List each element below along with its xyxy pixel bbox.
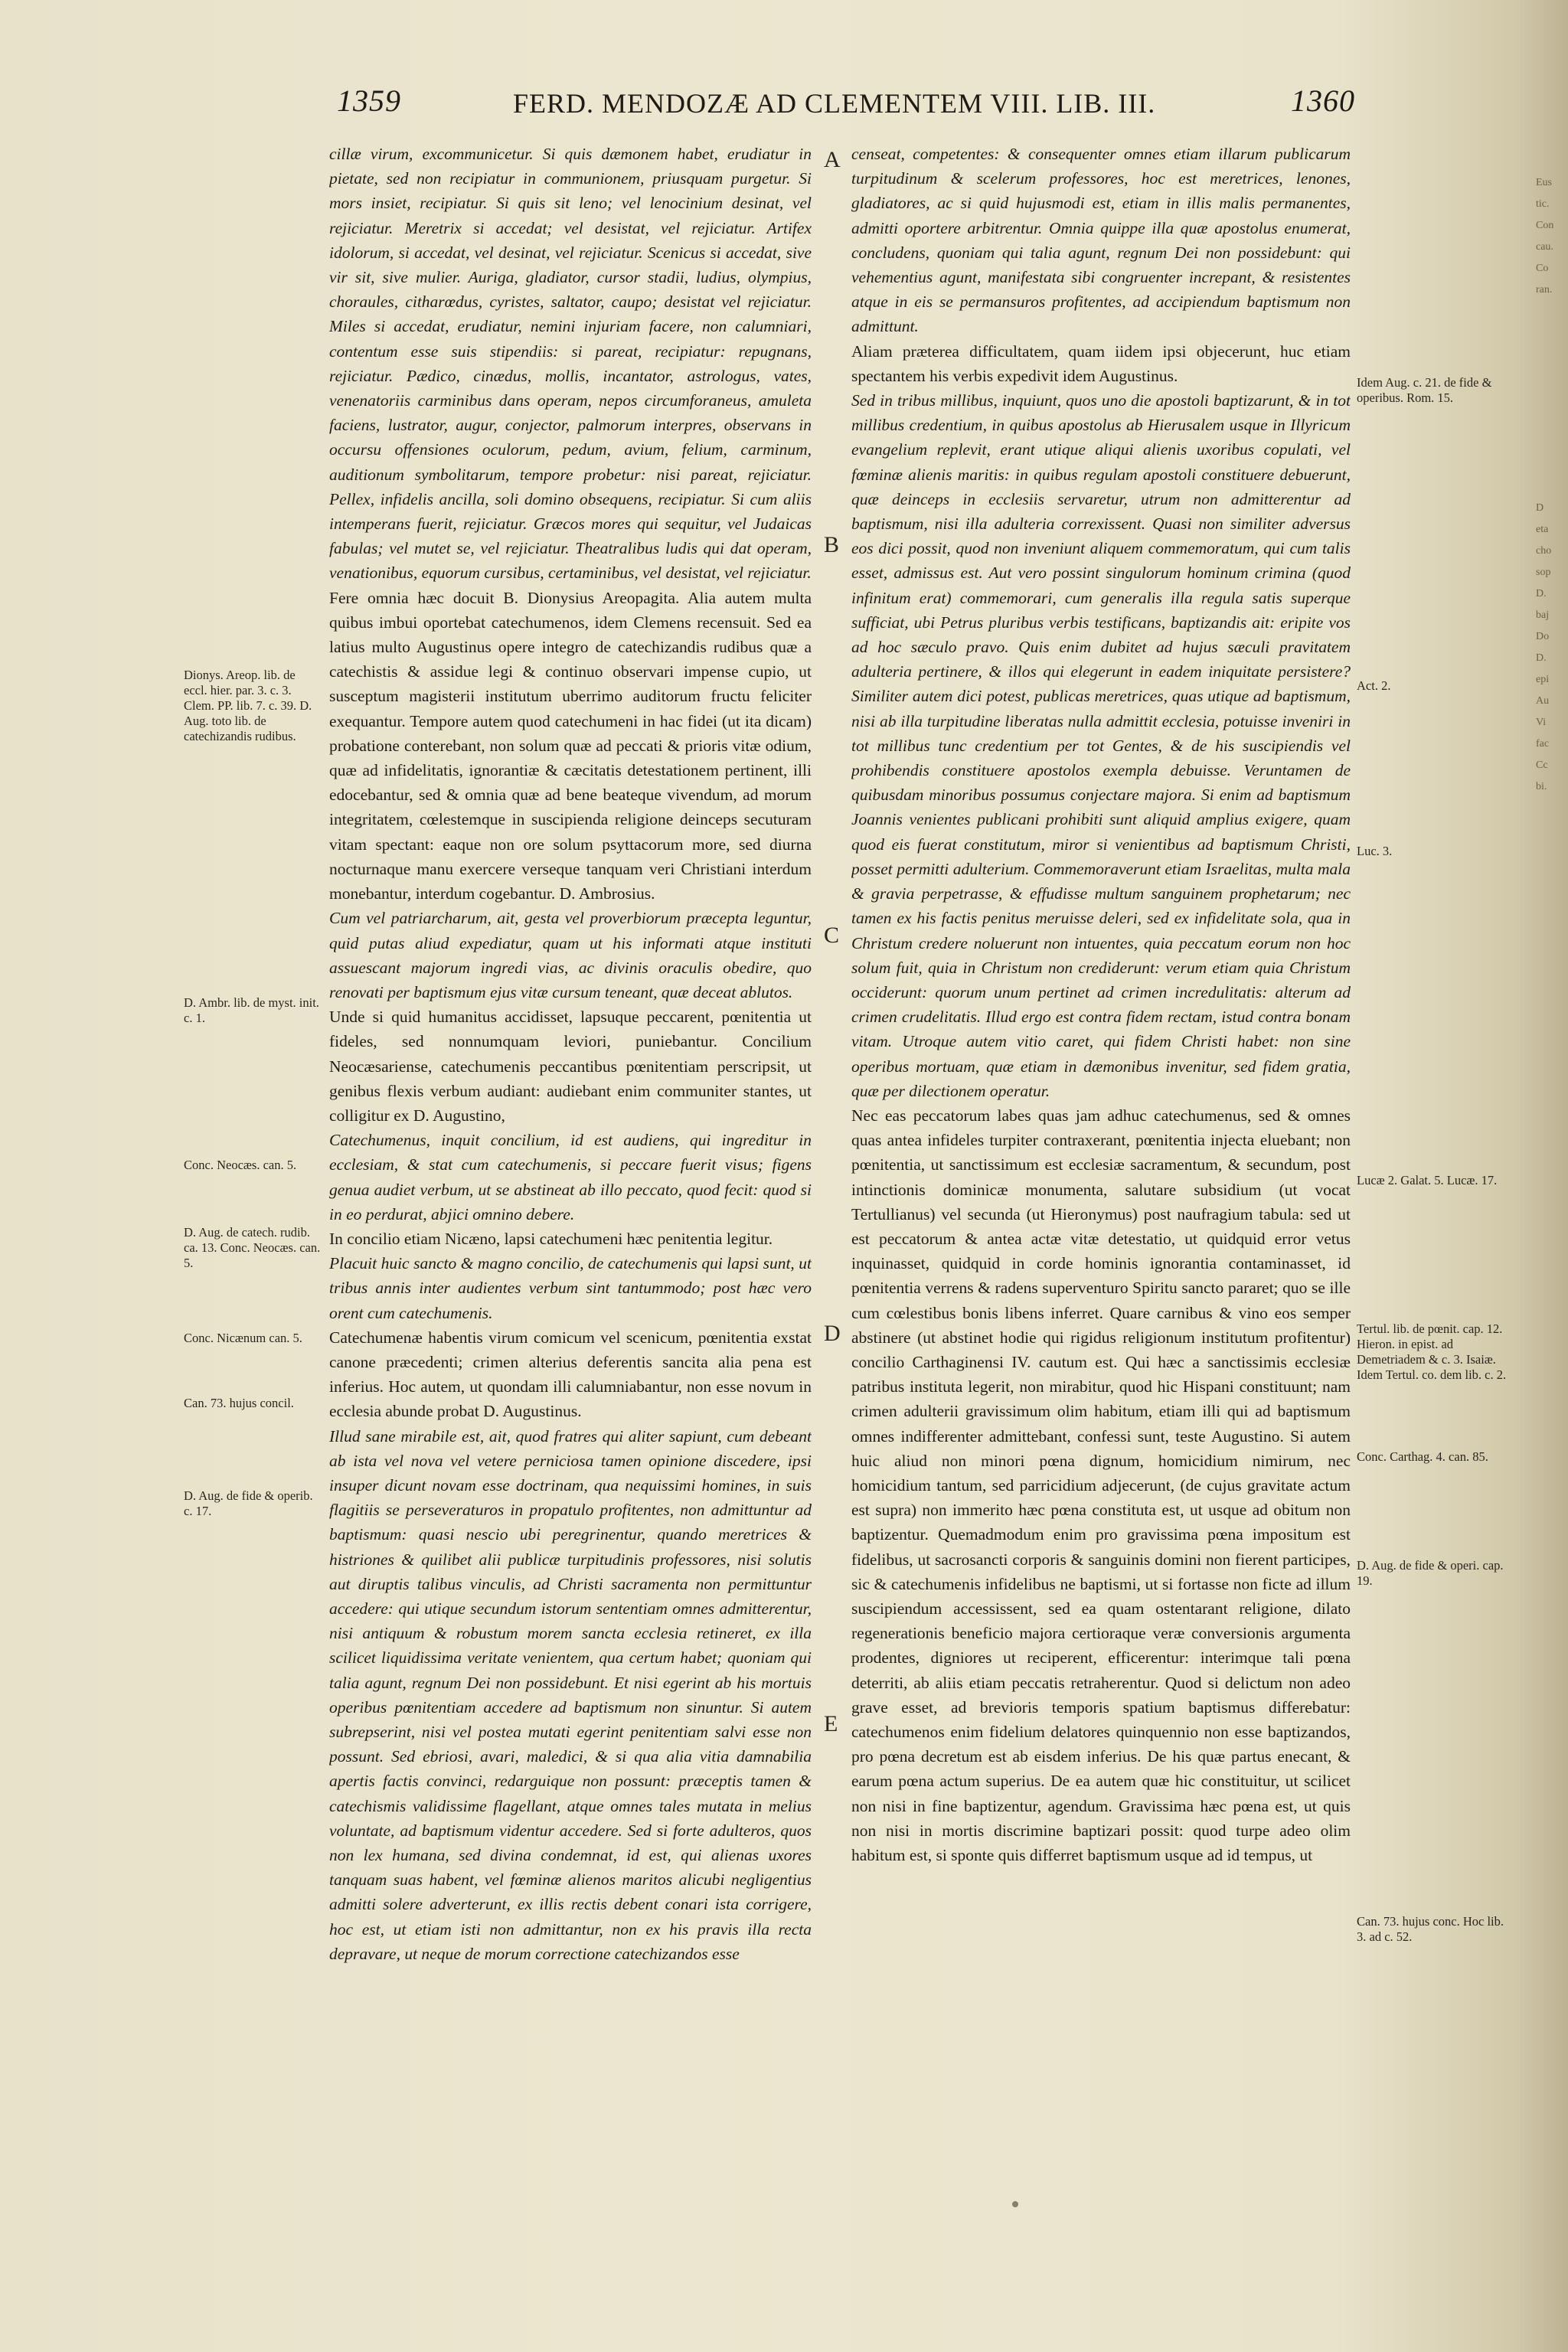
margin-note-left: Conc. Nicænum can. 5. xyxy=(184,1331,302,1345)
left-column xyxy=(329,142,812,2148)
page-number-right: 1360 xyxy=(1291,83,1355,118)
page-number-left: 1359 xyxy=(337,83,401,118)
margin-note-right: Conc. Carthag. 4. can. 85. xyxy=(1357,1449,1488,1464)
section-letter-c: C xyxy=(824,923,840,948)
right-para: Nec eas peccatorum labes quas jam adhuc catechumenus, sed & omnes quas antea infideles turpiter contraxerant, pœnitentia injecta eluebant; non pœnitentia, ut sanctissimum est ecclesiæ sacramentum, & secundum, post intinctionis dominicæ monumenta, salutare subsidium (ut vocat Tertullianus) vel secunda (ut Hieronymus) post naufragium tabula: sed ut est peccatorum & antea actæ vitæ detestatio, ut quidquid error vetus inquinasset, quidquid in corde hominis ignorantia contaminasset, id pœnitentia verrens & radens superventuro Spiritu sancto pararet; quo se ille cum cœlestibus bonis libens inferret. Quare carnibus & vino eos semper abstinere (ut abstinet hodie qui rigidus religionum institutum profitentur) concilio Carthaginensi IV. cautum est. Qui hæc a sanctissimis ecclesiæ patribus instituta legerit, non mirabitur, quod hic Hispani constituunt; nam crimen adulterii gravissimum olim habitum, etiam illi qui ad baptismum omnes indifferenter admittebant, confessi sunt, teste Augustino. Si autem huic aliud non minori pœna dignum, homicidium nimirum, nec homicidium tantum, sed parricidium adjecerunt, (de cujus gravitate actum est supra) non immerito hæc pœna constituta est, ut usque ad obitum non baptizentur. Quemadmodum enim pro gravissima pœna impositum est fidelibus, ut sacrosancti corporis & sanguinis domini non fierent participes, sic & catechumenis infidelibus ne baptismi, ut si fortasse non ficte ad illum suscipiendum accessissent, sed ea quam ostentarant religione, dilato regenerationis beneficio majora certioraque veræ conversionis argumenta prodentes, digniores ut reciperent, efficerentur: interimque tali pœna deterriti, ab aliis etiam peccatis retraherentur. Quod si delictum non adeo grave esset, ad brevioris temporis spatium baptismus differebatur: catechumenos enim fidelium delatores quinquennio non esse baptizandos, pro pœna decretum est ab eisdem inferius. De his quæ partus enecant, & earum pœna actum superius. De ea autem quæ hic constituitur, ut scilicet non nisi in fine baptizentur, agendum. Gravissima hæc pœna est, ut quis non nisi in mortis discrimine baptizari possit: quod turpe adeo olim habitum est, si sponte quis differret baptismum usque ad id tempus, ut xyxy=(851,1106,1351,1865)
left-para: Illud sane mirabile est, ait, quod fratres qui aliter sapiunt, cum debeant ab ista vel nova vel vetere perniciosa tamen opinione discedere, ipsi insuper dicunt novam esse doctrinam, qua nequissimi homines, in suis flagitiis se perseveraturos in propatulo profitentes, non admittuntur ad baptismum: quasi nescio ubi peregrinentur, quando meretrices & histriones & quilibet alii publicæ turpitudinis professores, nisi solutis aut diruptis talibus vinculis, ad Christi sacramenta non permittuntur accedere: qui utique secundum istorum sententiam omnes admitterentur, nisi antiquum & robustum morem sancta ecclesia retineret, ex illa scilicet liquidissima veritate venientem, qua certum habet; quoniam qui talia agunt, regnum Dei non possidebunt. Et nisi egerint ab his mortuis operibus pœnitentiam accedere ad baptismum non sinuntur. Si autem subrepserint, nisi vel postea mutati egerint penitentiam salvi esse non possunt. Sed ebriosi, avari, maledici, & si qua alia vitia damnabilia apertis factis convinci, redarguique non possunt: præceptis tamen & catechismis validissime flagellant, atque omnes tales mutata in melius voluntate, ad baptismum videntur accedere. Sed si forte adulteros, quos non lex humana, sed divina condemnat, id est, qui alienas uxores tanquam suas habent, vel fœminæ alienos maritos alicubi negligentius admitti solere adverterunt, ex illis rectis debent conari ista corrigere, hoc est, ut etiam isti non admittantur, non ex his pravis illa recta depravare, ut neque de morum correctione catechizandos esse xyxy=(329,1426,812,1963)
right-column xyxy=(851,142,1351,2148)
margin-note-right: Tertul. lib. de pœnit. cap. 12. Hieron. in epist. ad Demetriadem & c. 3. Isaiæ. Idem Tertul. co. dem lib. c. 2. xyxy=(1357,1321,1507,1382)
margin-note-left: Conc. Neocæs. can. 5. xyxy=(184,1158,297,1172)
left-para: Catechumenæ habentis virum comicum vel scenicum, pœnitentia exstat canone præcedenti; crimen alterius deferentis sancita alia pena est inferius. Hoc autem, ut quondam illi calumniabantur, non esse novum in ecclesia abunde probat D. Augustinus. xyxy=(329,1328,812,1421)
facing-page-fragments: Eus tic. Con cau. Co ran. xyxy=(1536,177,1554,296)
left-para: In concilio etiam Nicæno, lapsi catechumeni hæc penitentia legitur. xyxy=(329,1229,773,1248)
right-para: censeat, competentes: & consequenter omnes etiam illarum publicarum turpitudinum & scelerum professores, hoc est meretrices, lenones, gladiatores, ac si quid hujusmodi est, etiam in illis malis permanentes, admitti oportere arbitrentur. Omnia quippe illa quæ apostolus enumerat, concludens, quoniam qui talia agunt, regnum Dei non possidebunt: qui vehementius agunt, manifestata sibi congruenter increpant, & resistentes atque in eis se permansuros profitentes, ad accipiendum baptismum non admittunt. xyxy=(851,145,1351,336)
section-letter-e: E xyxy=(824,1711,838,1736)
right-para: Aliam præterea difficultatem, quam iidem ipsi objecerunt, huc etiam spectantem his verbis expedivit idem Augustinus. xyxy=(851,341,1351,385)
margin-note-right: Can. 73. hujus conc. Hoc lib. 3. ad c. 52. xyxy=(1357,1914,1504,1944)
margin-note-right: Idem Aug. c. 21. de fide & operibus. Rom. 15. xyxy=(1357,375,1492,405)
facing-page-fragments: D eta cho sop D. baj Do D. epi Au Vi fac Cc bi. xyxy=(1536,502,1552,792)
section-letter-b: B xyxy=(824,532,840,557)
facing-page-edge xyxy=(1520,0,1568,2352)
margin-note-right: Lucæ 2. Galat. 5. Lucæ. 17. xyxy=(1357,1173,1498,1187)
running-title: FERD. MENDOZÆ AD CLEMENTEM VIII. LIB. III. xyxy=(513,88,1156,119)
margin-note-left: D. Ambr. lib. de myst. init. c. 1. xyxy=(184,995,319,1025)
margin-note-left: Dionys. Areop. lib. de eccl. hier. par. 3. c. 3. Clem. PP. lib. 7. c. 39. D. Aug. toto lib. de catechizandis rudibus. xyxy=(184,668,312,743)
section-letter-d: D xyxy=(824,1321,841,1346)
margin-note-left: D. Aug. de catech. rudib. ca. 13. Conc. Neocæs. can. 5. xyxy=(184,1225,321,1270)
margin-note-right: Luc. 3. xyxy=(1357,844,1393,858)
right-para: Sed in tribus millibus, inquiunt, quos uno die apostoli baptizarunt, & in tot millibus credentium, in quibus apostolus ab Hierusalem usque in Illyricum evangelium replevit, erant utique aliqui alienis uxoribus copulati, vel fœminæ alienis maritis: in quibus regulam apostoli constituere debuerunt, quæ deinceps in ecclesiis servaretur, utrum non admitterentur ad baptismum, nisi illa adulteria correxissent. Quasi non similiter adversus eos dici possit, quod non inveniunt aliquem commemoratum, qui cum talis esset, admissus est. Aut vero possint singulorum hominum crimina (quod infinitum erat) commemorari, cum generalis illa regula satis superque sufficiat, ubi Petrus pluribus verbis testificans, baptizandis ait: eripite vos ad hoc sæculo pravo. Quis enim dubitet ad hujus sæculi pravitatem adulteria pertinere, & illos qui elegerunt in eadem iniquitate persistere? Similiter autem dici potest, publicas meretrices, quas utique ad baptismum, nisi ab illa turpitudine liberatas nulla admittit ecclesia, potuisse inveniri in tot millibus tunc credentium per tot Gentes, & de his suscipiendis vel prohibendis constituere apostolos exempla debuisse. Veruntamen de quibusdam minoribus possumus conjectare majora. Si enim ad baptismum Joannis venientes publicani prohibiti sunt aliquid amplius exigere, quam quod eis fuerat constitutum, miror si venientibus ad baptismum Christi, posset permitti adulterium. Commemoraverunt etiam Israelitas, multa mala & gravia perpetrasse, & effudisse multum sanguinem prophetarum; nec tamen ex his factis penitus meruisse deleri, sed ex infidelitate sola, qua in Christum credere noluerunt non intuentes, quia peccatum eorum non hoc solum fuit, quia in Christum non crediderunt: verum etiam quia Christum occiderunt: quorum unum pertinet ad crimen incredulitatis: alterum ad crimen crudelitatis. Illud ergo est contra fidem rectam, istud contra bonam vitam. Utroque autem vitio caret, qui fidem Christi habet: non sine operibus mortuam, quæ etiam in dæmonibus invenitur, sed fidem gratia, quæ per dilectionem operatur. xyxy=(851,391,1351,1100)
running-header xyxy=(337,83,1355,136)
left-para: Fere omnia hæc docuit B. Dionysius Areopagita. Alia autem multa quibus imbui oportebat catechumenos, idem Clemens recensuit. Sed ea latius multo Augustinus opere integro de catechizandis rudibus quæ a catechistis & assidue legi & continuo observari impense cupio, ut susceptum magisterii institutum uberrimo auditorum fructu feliciter exequantur. Tempore autem quod catechumeni in hac fidei (ut ita dicam) probatione conterebant, non solum quæ ad peccati & prioris vitæ odium, quæ ad infidelitatis, ignorantiæ & cæcitatis detestationem pertinent, illi edocebantur, sed & omnia quæ ad bene beateque vivendum, ad morum integritatem, cœlestemque in suscipienda religione deinceps secuturam vitam spectant: eaque non ore solum psyttacorum more, sed diurna nocturnaque manu exercere verseque tanquam veri Christiani interdum monebantur, interdum cogebantur. D. Ambrosius. xyxy=(329,588,812,903)
margin-note-right: D. Aug. de fide & operi. cap. 19. xyxy=(1357,1558,1504,1588)
margin-note-left: Can. 73. hujus concil. xyxy=(184,1396,294,1410)
left-para: Placuit huic sancto & magno concilio, de catechumenis qui lapsi sunt, ut tribus annis inter audientes verbum sint tantummodo; post hæc vero orent cum catechumenis. xyxy=(329,1254,812,1322)
section-letter-a: A xyxy=(824,147,841,172)
margin-note-right: Act. 2. xyxy=(1357,678,1391,693)
left-para: cillæ virum, excommunicetur. Si quis dæmonem habet, erudiatur in pietate, sed non recipiatur in communionem, priusquam purgetur. Si mors insiet, recipiatur. Si quis sit leno; vel lenocinium desinat, vel rejiciatur. Meretrix si accedat; vel desistat, vel rejiciatur. Artifex idolorum, si accedat, vel desinat, vel rejiciatur. Scenicus si accedat, sive vir sit, sive mulier. Auriga, gladiator, cursor stadii, ludius, olympius, choraules, citharœdus, cyristes, saltator, caupo; desistat vel rejiciatur. Miles si accedat, erudiatur, nemini injuriam facere, non calumniari, contentum esse suis stipendiis: si pareat, recipiatur: repugnans, rejiciatur. Pædico, cinædus, mollis, incantator, astrologus, vates, venenatoriis carminibus dans operam, nepos circumforaneus, amuleta faciens, lustrator, augur, conjector, palmorum interpres, observans in occursu offensiones oculorum, pedum, avium, felium, carminum, auditionum symbolitarum, tempore probetur: nisi pareat, rejiciatur. Pellex, infidelis ancilla, soli domino obsequens, recipiatur. Si cum aliis intemperans fuerit, rejiciatur. Græcos mores qui sequitur, vel Judaicas fabulas; vel mutet se, vel rejiciatur. Theatralibus ludis qui dat operam, venationibus, equorum cursibus, certaminibus, vel desistat, vel rejiciatur. xyxy=(329,145,812,583)
left-para: Catechumenus, inquit concilium, id est audiens, qui ingreditur in ecclesiam, & stat cum catechumenis, si peccare fuerit visus; figens genua audiet verbum, ut se abstineat ab illo peccato, quod fecit: quod si in eo perdurat, abjici omnino debere. xyxy=(329,1131,812,1223)
paper-speck xyxy=(1012,2201,1018,2207)
margin-note-left: D. Aug. de fide & operib. c. 17. xyxy=(184,1488,313,1518)
left-para: Cum vel patriarcharum, ait, gesta vel proverbiorum præcepta leguntur, quid putas aliud expediatur, quam ut his informati atque instituti assuescant majorum ingredi vias, ac divinis oraculis obedire, quo renovati per baptismum ejus vitæ cursum teneant, quæ deceat ablutos. xyxy=(329,909,812,1001)
left-para: Unde si quid humanitus accidisset, lapsuque peccarent, pœnitentia ut fideles, sed nonnumquam leviori, puniebantur. Concilium Neocæsariense, catechumenis peccantibus pœnitentiam perscripsit, ut genibus flexis verbum audiant: audiebant enim communiter stantes, ut colligitur ex D. Augustino, xyxy=(329,1008,812,1125)
